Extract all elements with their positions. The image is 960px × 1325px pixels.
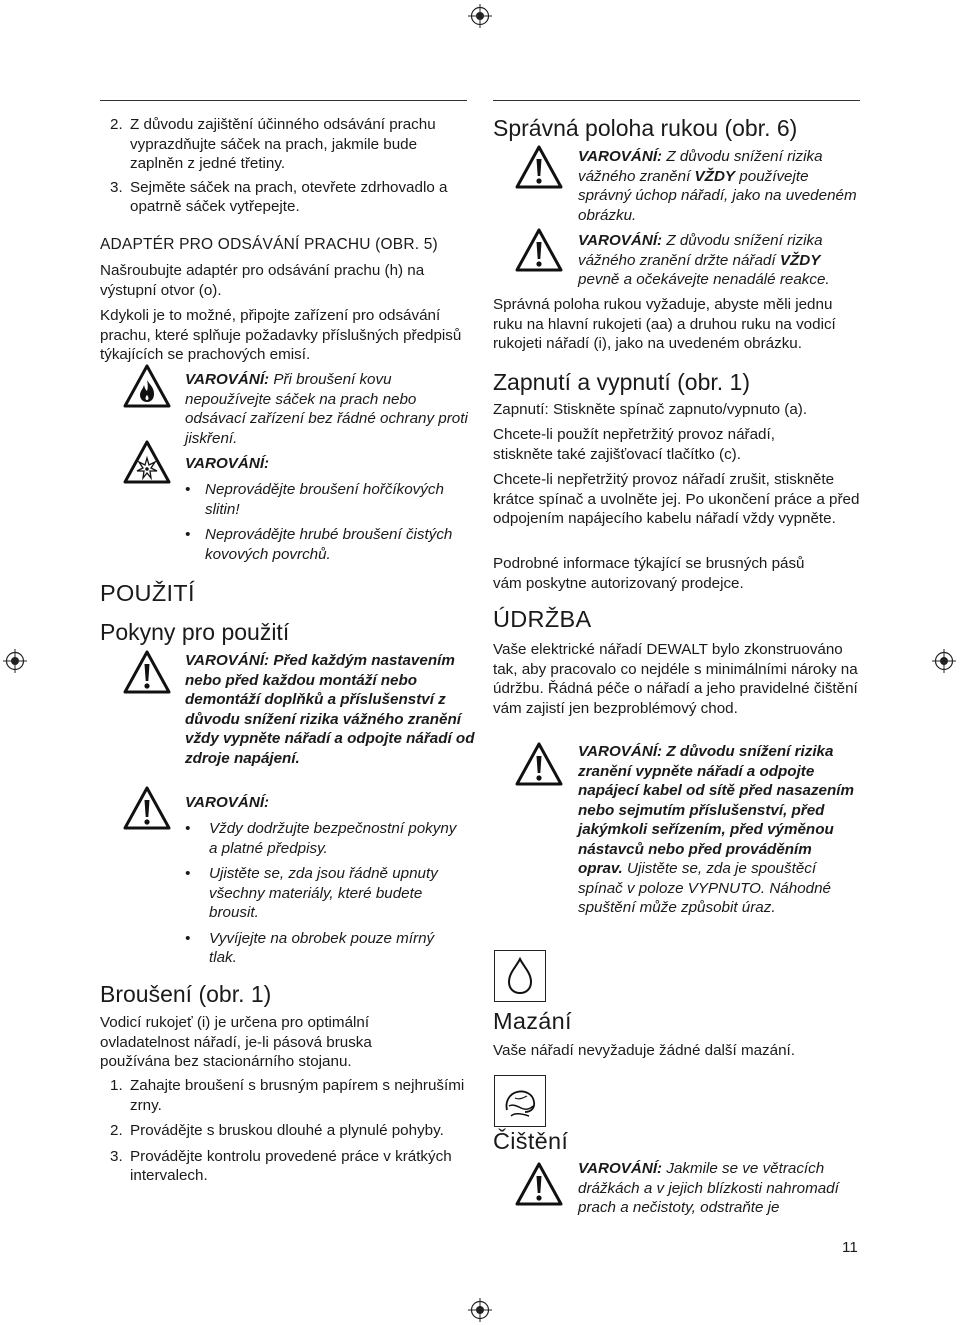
switch-paragraph-1: Zapnutí: Stiskněte spínač zapnuto/vypnuto (a). [493,401,808,418]
adapter-heading: ADAPTÉR PRO ODSÁVÁNÍ PRACHU (OBR. 5) [100,236,438,253]
list-item: 2. Provádějte s bruskou dlouhé a plynulé pohyby. [110,1122,444,1139]
sanding-heading: Broušení (obr. 1) [100,981,272,1007]
list-item: 3. Sejměte sáček na prach, otevřete zdrhovadlo a opatrně sáček vytřepejte. [110,178,448,215]
page-number: 11 [842,1239,858,1256]
switch-paragraph-3: Chcete-li nepřetržitý provoz nářadí zrušit, stiskněte krátce spínač a uvolněte jej. Po ukončení práce a před odpojením napájecího kabelu nářadí vždy vypněte. [493,471,860,527]
oil-drop-icon [494,950,546,1002]
sanding-steps [110,1076,470,1186]
warning-icon [123,650,171,694]
warning-icon [515,145,563,189]
switch-paragraph-4: Podrobné informace týkající se brusných pásů vám poskytne autorizovaný prodejce. [493,555,805,592]
registration-mark-top [468,4,492,28]
list-item: • Neprovádějte broušení hořčíkových slitin! [185,481,444,518]
maintenance-heading: ÚDRŽBA [493,606,592,632]
fire-warning: VAROVÁNÍ: Při broušení kovu nepoužívejte sáček na prach nebo odsávací zařízení bez řádné ochrany proti jiskření. [185,371,468,447]
warning-icon [515,1162,563,1206]
warning-icon [515,228,563,272]
warning-icon [515,742,563,786]
top-rule-right [493,100,860,101]
explosion-warning-label: VAROVÁNÍ: [185,455,270,472]
hand-warning-2: VAROVÁNÍ: Z důvodu snížení rizika vážného zranění držte nářadí VŽDY pevně a očekávejte nenadálé reakce. [578,232,830,288]
safety-warning-list [185,819,465,968]
hand-position-heading: Správná poloha rukou (obr. 6) [493,115,798,141]
sanding-paragraph: Vodicí rukojeť (i) je určena pro optimální ovladatelnost nářadí, je-li pásová bruska používána bez stacionárního stojanu. [100,1014,372,1070]
list-item: • Neprovádějte hrubé broušení čistých kovových povrchů. [185,526,453,563]
list-item: • Vždy dodržujte bezpečnostní pokyny a platné předpisy. [185,820,457,857]
list-item: 2. Z důvodu zajištění účinného odsávání prachu vyprazdňujte sáček na prach, jakmile bude zaplněn z jedné třetiny. [110,116,436,172]
registration-mark-left [3,649,27,673]
adapter-paragraph-2: Kdykoli je to možné, připojte zařízení pro odsávání prachu, které splňuje požadavky příslušných předpisů týkajících se prachových emisí. [100,307,462,363]
safety-warning-label: VAROVÁNÍ: [185,794,270,811]
list-item: • Vyvíjejte na obrobek pouze mírný tlak. [185,929,435,966]
adapter-paragraph-1: Našroubujte adaptér pro odsávání prachu (h) na výstupní otvor (o). [100,262,425,299]
top-rule-left [100,100,467,101]
registration-mark-bottom [468,1298,492,1322]
hand-paragraph: Správná poloha rukou vyžaduje, abyste měli jednu ruku na hlavní rukojeti (aa) a druhou ruku na vodicí rukojeti nářadí (i), jako na uvedeném obrázku. [493,296,836,352]
cleaning-warning: VAROVÁNÍ: Jakmile se ve větracích drážkách a v jejich blízkosti nahromadí prach a nečistoty, odstraňte je [578,1160,839,1216]
list-item: 3. Provádějte kontrolu provedené práce v krátkých intervalech. [110,1147,452,1184]
hand-warning-1: VAROVÁNÍ: Z důvodu snížení rizika vážného zranění VŽDY používejte správný úchop nářadí, jako na uvedeném obrázku. [578,148,857,224]
cleaning-cloth-icon [494,1075,546,1127]
lubrication-heading: Mazání [493,1008,572,1034]
instructions-heading: Pokyny pro použití [100,619,290,645]
explosion-warning-icon [123,440,171,484]
switch-heading: Zapnutí a vypnutí (obr. 1) [493,369,750,395]
fire-warning-icon [123,364,171,408]
switch-paragraph-2: Chcete-li použít nepřetržitý provoz nářadí, stiskněte také zajišťovací tlačítko (c). [493,426,775,463]
power-warning: VAROVÁNÍ: Před každým nastavením nebo před každou montáží nebo demontáží doplňků a příslušenství z důvodu snížení rizika vážného zranění vždy vypněte nářadí a odpojte nářadí od zdroje napájení. [185,652,475,767]
maintenance-paragraph: Vaše elektrické nářadí DEWALT bylo zkonstruováno tak, aby pracovalo co nejdéle s minimálními nároky na údržbu. Řádná péče o nářadí a jeho pravidelné čištění vám zajistí jen bezproblémový chod. [493,641,858,717]
lubrication-paragraph: Vaše nářadí nevyžaduje žádné další mazání. [493,1042,795,1059]
maintenance-warning: VAROVÁNÍ: Z důvodu snížení rizika zranění vypněte nářadí a odpojte napájecí kabel od sítě před nasazením nebo sejmutím příslušenství, před jakýmkoli seřízením, před výměnou nástavců nebo před prováděním oprav. Ujistěte se, zda je spouštěcí spínač v poloze VYPNUTO. Náhodné spuštění může způsobit úraz. [578,743,855,916]
list-item: • Ujistěte se, zda jsou řádně upnuty všechny materiály, které budete brousit. [185,865,438,921]
intro-list [110,115,470,217]
list-item: 1. Zahajte broušení s brusným papírem s nejhrušími zrny. [110,1077,465,1114]
cleaning-heading: Čištění [493,1128,569,1154]
registration-mark-right [932,649,956,673]
section-use-heading: POUŽITÍ [100,580,195,606]
warning-icon [123,786,171,830]
explosion-warning-list [185,480,475,564]
